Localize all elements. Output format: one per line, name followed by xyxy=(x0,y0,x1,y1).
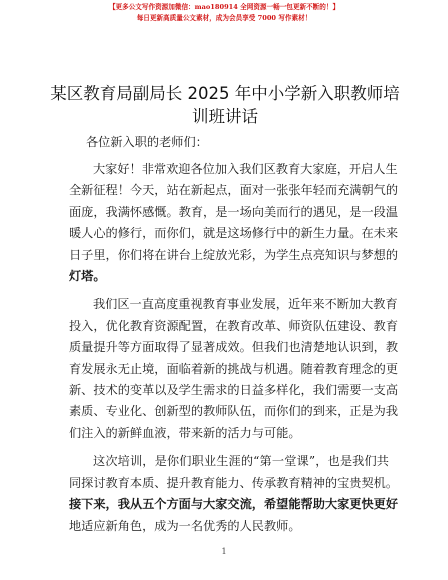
paragraph-line: 接下来，我从五个方面与大家交流，希望能帮助大家更快更好 xyxy=(69,497,399,512)
paragraph-line: 们注入的新鲜血液，带来新的活力与可能。 xyxy=(69,425,301,440)
paragraph-line: 素质、专业化、创新型的教师队伍，而你们的到来，正是为我 xyxy=(69,404,399,419)
salutation: 各位新入职的老师们： xyxy=(86,135,208,149)
title-line-2: 训班讲话 xyxy=(192,107,258,126)
paragraph-line: 灯塔。 xyxy=(69,269,106,284)
paragraph-line: 投入，优化教育资源配置，在教育改革、师资队伍建设、教育 xyxy=(69,318,399,333)
promo-banner-line-2: 每日更新高质量公文素材，成为会员享受 7000 写作素材！ xyxy=(136,14,312,22)
paragraph-line: 地适应新角色，成为一名优秀的人民教师。 xyxy=(69,518,301,533)
paragraph-line: 全新征程！今天，站在新起点，面对一张张年轻而充满朝气的 xyxy=(69,183,399,198)
paragraph-line: 暖人心的修行，而你们，就是这场修行中的新生力量。在未来 xyxy=(69,226,399,241)
paragraph-line: 质量提升等方面取得了显著成效。但我们也清楚地认识到，教 xyxy=(69,340,399,355)
paragraph-line: 新、技术的变革以及学生需求的日益多样化，我们需要一支高 xyxy=(69,383,399,398)
title-line-1: 某区教育局副局长 2025 年中小学新入职教师培 xyxy=(50,84,400,103)
paragraph-line: 育发展永无止境，面临着新的挑战与机遇。随着教育理念的更 xyxy=(69,361,399,376)
page-number: 1 xyxy=(221,547,227,556)
paragraph-line: 日子里，你们将在讲台上绽放光彩，为学生点亮知识与梦想的 xyxy=(69,247,399,262)
paragraph-line: 这次培训，是你们职业生涯的“第一堂课”，也是我们共 xyxy=(93,454,389,469)
paragraph-line: 面庞，我满怀感慨。教育，是一场向美而行的遇见，是一段温 xyxy=(69,204,399,219)
paragraph-line: 同探讨教育本质、提升教育能力、传承教育精神的宝贵契机。 xyxy=(69,475,399,490)
paragraph-line: 我们区一直高度重视教育事业发展，近年来不断加大教育 xyxy=(93,297,398,312)
paragraph-line: 大家好！非常欢迎各位加入我们区教育大家庭，开启人生 xyxy=(93,162,398,176)
promo-banner-line-1: 【更多公文写作资源加微信：mao180914 全网资源一畅一包更新不断的！】 xyxy=(108,3,340,11)
document-title xyxy=(40,82,410,128)
paragraph-1 xyxy=(69,159,399,287)
paragraph-3 xyxy=(69,451,399,537)
paragraph-2 xyxy=(69,294,399,444)
document-body xyxy=(69,132,399,544)
